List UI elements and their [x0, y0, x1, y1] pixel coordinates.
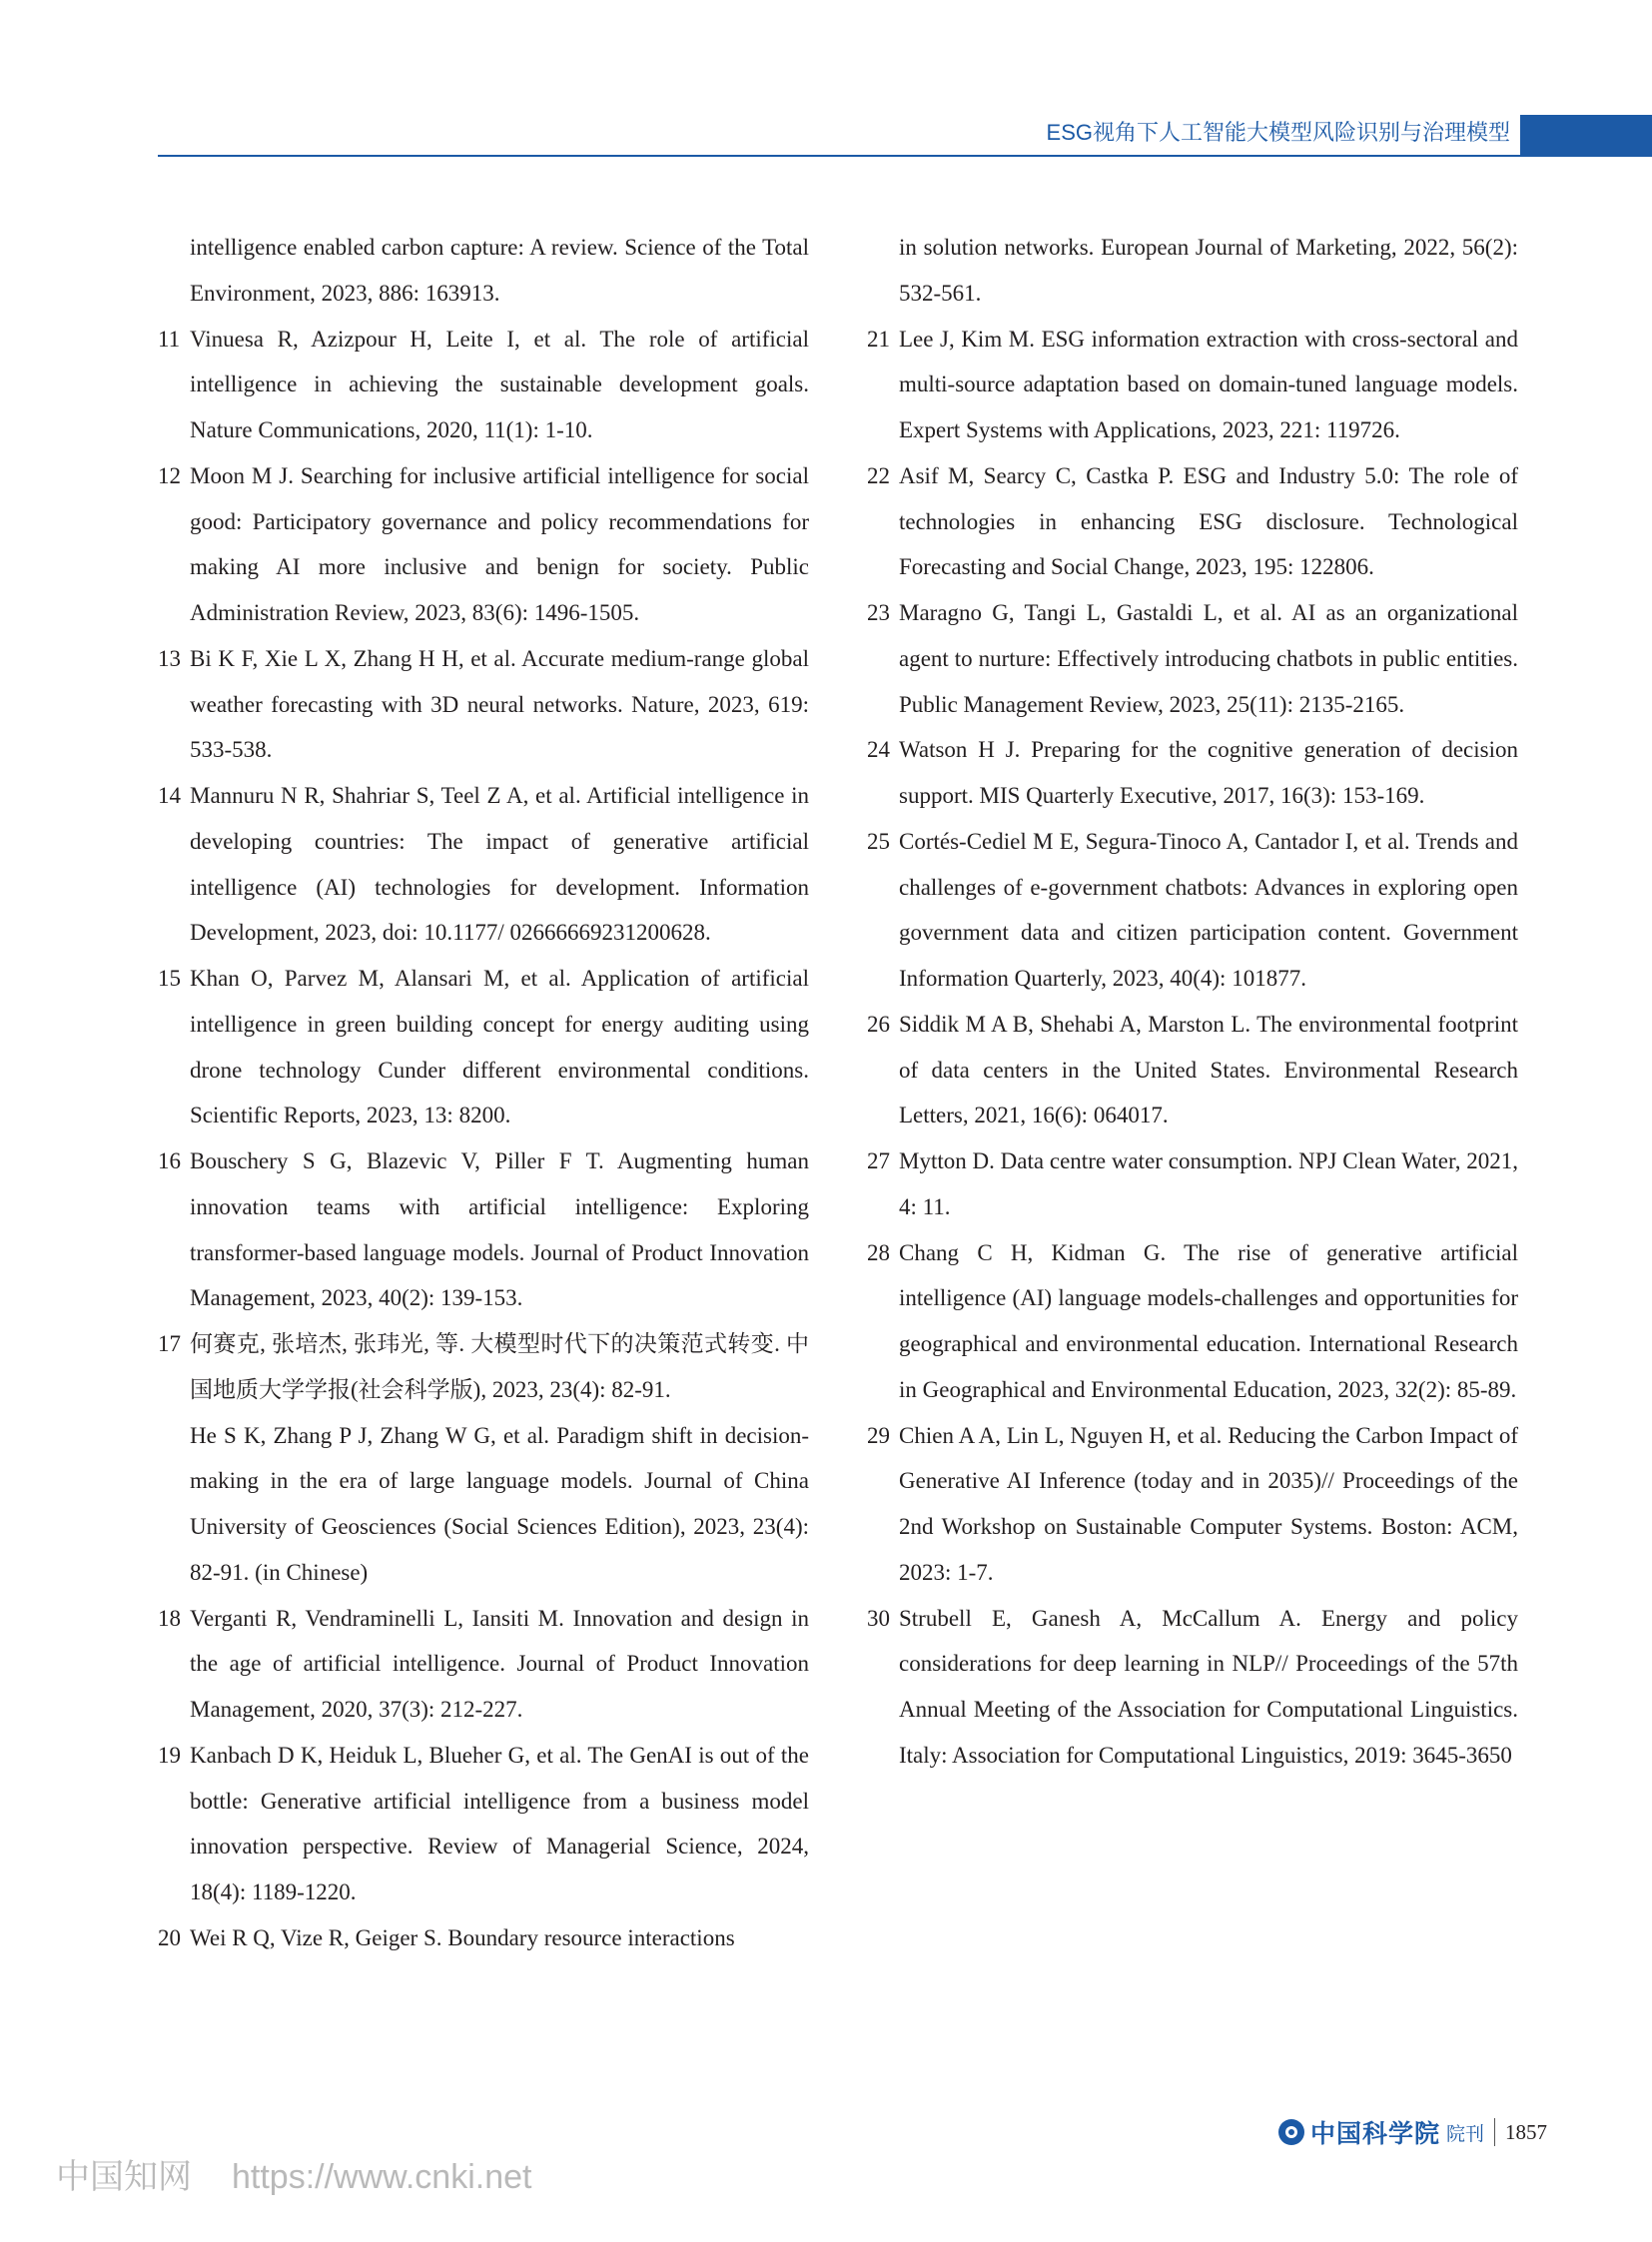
reference-text: Siddik M A B, Shehabi A, Marston L. The environmental footprint of data centers in the United States. Environmental Research Letters, 2021, 16(6): 064017.: [899, 1011, 1518, 1128]
reference-number: 11: [158, 326, 181, 352]
reference-entry: [158, 317, 809, 453]
reference-number: 28: [867, 1239, 890, 1265]
reference-text: Maragno G, Tangi L, Gastaldi L, et al. AI as an organizational agent to nurture: Effectively introducing chatbots in public entities. Public Management Review, 2023, 25(11): 2135-2165.: [899, 600, 1518, 717]
reference-text: Strubell E, Ganesh A, McCallum A. Energy and policy considerations for deep learning in NLP// Proceedings of the 57th Annual Meeting of the Association for Computational Linguistics. Italy: Association for Computational Linguistics, 2019: 3645-3650: [899, 1605, 1518, 1768]
reference-continuation: [158, 225, 809, 317]
reference-entry: [158, 453, 809, 636]
reference-number: 26: [867, 1011, 890, 1037]
journal-logo-suffix: 院刊: [1446, 2122, 1485, 2145]
reference-entry: [867, 590, 1518, 727]
reference-text: Lee J, Kim M. ESG information extraction with cross-sectoral and multi-source adaptation based on domain-tuned language models. Expert Systems with Applications, 2023, 221: 119726.: [899, 326, 1518, 442]
reference-entry: [867, 1413, 1518, 1596]
reference-number: 25: [867, 828, 890, 854]
references-right-column: [867, 225, 1518, 1779]
reference-number: 27: [867, 1148, 890, 1173]
reference-text: intelligence enabled carbon capture: A review. Science of the Total Environment, 2023, 886: 163913.: [190, 235, 809, 306]
reference-entry: [158, 1733, 809, 1915]
reference-text: Kanbach D K, Heiduk L, Blueher G, et al. The GenAI is out of the bottle: Generative artificial intelligence from a business model innovation perspective. Review of Managerial Science, 2024, 18(4): 1189-1220.: [190, 1742, 809, 1904]
reference-entry: [158, 773, 809, 956]
reference-text: Asif M, Searcy C, Castka P. ESG and Industry 5.0: The role of technologies in enhancing ESG disclosure. Technological Forecasting and Social Change, 2023, 195: 122806.: [899, 462, 1518, 580]
reference-entry: [158, 1596, 809, 1733]
reference-text: Mannuru N R, Shahriar S, Teel Z A, et al. Artificial intelligence in developing countries: The impact of generative artificial intelligence (AI) technologies for development. Information Development, 2023, doi: 10.1177/ 02666669231200628.: [190, 783, 809, 946]
reference-entry: [867, 1138, 1518, 1230]
reference-entry: [158, 956, 809, 1138]
reference-text: Moon M J. Searching for inclusive artificial intelligence for social good: Participatory governance and policy recommendations for making AI more inclusive and benign for society. Public Administration Review, 2023, 83(6): 1496-1505.: [190, 462, 809, 625]
reference-entry: [867, 819, 1518, 1002]
reference-entry: [867, 1002, 1518, 1138]
reference-entry: [867, 1596, 1518, 1779]
reference-entry: [867, 727, 1518, 819]
reference-text: Mytton D. Data centre water consumption. NPJ Clean Water, 2021, 4: 11.: [899, 1148, 1518, 1219]
references-left-column: [158, 225, 809, 1961]
reference-number: 14: [158, 783, 181, 808]
cas-emblem-icon: [1278, 2119, 1304, 2145]
reference-number: 18: [158, 1605, 181, 1631]
header-rule: [158, 155, 1652, 157]
reference-number: 19: [158, 1742, 181, 1768]
reference-text: Chien A A, Lin L, Nguyen H, et al. Reducing the Carbon Impact of Generative AI Inference (today and in 2035)// Proceedings of the 2nd Workshop on Sustainable Computer Systems. Boston: ACM, 2023: 1-7.: [899, 1422, 1518, 1585]
reference-number: 12: [158, 462, 181, 488]
reference-text: Bi K F, Xie L X, Zhang H H, et al. Accurate medium-range global weather forecasting with 3D neural networks. Nature, 2023, 619: 533-538.: [190, 645, 809, 763]
reference-number: 13: [158, 645, 181, 671]
reference-entry: [158, 636, 809, 773]
reference-number: 21: [867, 326, 890, 352]
footer-separator: [1494, 2118, 1495, 2146]
reference-number: 15: [158, 966, 181, 991]
reference-entry: [158, 1915, 809, 1961]
reference-text: Bouschery S G, Blazevic V, Piller F T. Augmenting human innovation teams with artificial intelligence: Exploring transformer-based language models. Journal of Product Innovation Management, 2023, 40(2): 139-153.: [190, 1148, 809, 1311]
reference-text: Verganti R, Vendraminelli L, Iansiti M. Innovation and design in the age of artificial intelligence. Journal of Product Innovation Management, 2020, 37(3): 212-227.: [190, 1605, 809, 1722]
watermark-url: https://www.cnki.net: [232, 2158, 532, 2196]
reference-text: Watson H J. Preparing for the cognitive generation of decision support. MIS Quarterly Executive, 2017, 16(3): 153-169.: [899, 737, 1518, 808]
reference-entry: [867, 1230, 1518, 1413]
reference-text: in solution networks. European Journal of Marketing, 2022, 56(2): 532-561.: [899, 235, 1518, 306]
running-header-title: ESG视角下人工智能大模型风险识别与治理模型: [1046, 120, 1510, 145]
reference-entry: [867, 453, 1518, 590]
header-accent-block: [1520, 115, 1652, 155]
page-number: 1857: [1505, 2119, 1548, 2144]
reference-number: 30: [867, 1605, 890, 1631]
reference-text: Cortés-Cediel M E, Segura-Tinoco A, Cantador I, et al. Trends and challenges of e-government chatbots: Advances in exploring open government data and citizen participation content. Government Information Quarterly, 2023, 40(4): 101877.: [899, 828, 1518, 991]
reference-entry: [158, 1138, 809, 1321]
footer-brand: [1278, 2115, 1547, 2149]
reference-entry: [867, 317, 1518, 453]
reference-text: Vinuesa R, Azizpour H, Leite I, et al. The role of artificial intelligence in achieving the sustainable development goals. Nature Communications, 2020, 11(1): 1-10.: [190, 326, 809, 442]
journal-logo-text: 中国科学院: [1310, 2119, 1441, 2148]
reference-text: Chang C H, Kidman G. The rise of generative artificial intelligence (AI) language models-challenges and opportunities for geographical and environmental education. International Research in Geographical and Environmental Education, 2023, 32(2): 85-89.: [899, 1239, 1518, 1402]
reference-number: 29: [867, 1422, 890, 1448]
reference-translation: He S K, Zhang P J, Zhang W G, et al. Paradigm shift in decision-making in the era of large language models. Journal of China University of Geosciences (Social Sciences Edition), 2023, 23(4): 82-91. (in Chinese): [190, 1422, 809, 1585]
reference-continuation: [867, 225, 1518, 317]
cnki-watermark: [56, 2149, 531, 2198]
reference-text: 何赛克, 张培杰, 张玮光, 等. 大模型时代下的决策范式转变. 中国地质大学学报(社会科学版), 2023, 23(4): 82-91.: [190, 1331, 809, 1402]
reference-number: 20: [158, 1924, 181, 1950]
reference-number: 24: [867, 737, 890, 763]
reference-text: Wei R Q, Vize R, Geiger S. Boundary resource interactions: [190, 1924, 735, 1950]
reference-entry: [158, 1321, 809, 1596]
reference-number: 22: [867, 462, 890, 488]
reference-number: 17: [158, 1331, 181, 1356]
reference-text: Khan O, Parvez M, Alansari M, et al. Application of artificial intelligence in green building concept for energy auditing using drone technology Cunder different environmental conditions. Scientific Reports, 2023, 13: 8200.: [190, 966, 809, 1128]
watermark-site-name: 中国知网: [56, 2157, 192, 2197]
reference-number: 23: [867, 600, 890, 625]
reference-number: 16: [158, 1148, 181, 1173]
